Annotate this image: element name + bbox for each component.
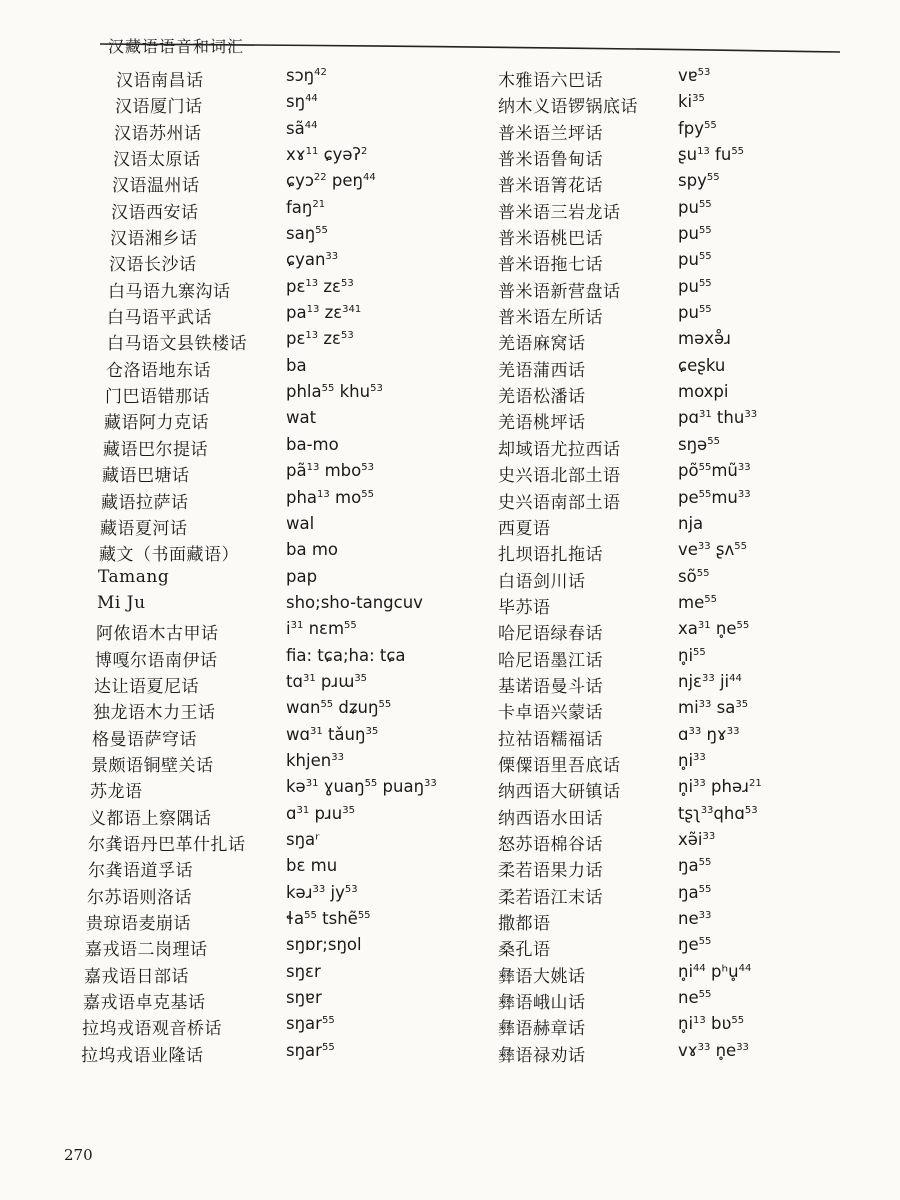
ipa-form: $mi^{33}$ $sa^{35}$ xyxy=(678,698,749,718)
ipa-form: $n̥i^{33}$ xyxy=(678,750,706,770)
language-name: 普米语三岩龙话 xyxy=(498,202,621,223)
language-name: 义都语上察隅话 xyxy=(89,808,212,829)
ipa-form: ɕyan$^{33}$ xyxy=(286,250,339,270)
ipa-form: $sŋ^{44}$ xyxy=(286,92,318,112)
ipa-form: sŋar$^{55}$ xyxy=(286,1040,335,1060)
list-item xyxy=(0,277,470,303)
ipa-form: $ki^{35}$ xyxy=(678,92,705,112)
language-name: 撒都语 xyxy=(498,914,551,934)
language-name: 仓洛语地东话 xyxy=(106,360,211,381)
ipa-form: $n̥i^{55}$ xyxy=(678,645,706,665)
list-item xyxy=(470,883,890,909)
ipa-form: $n̥i^{44}$ pʰu̥$^{44}$ xyxy=(678,961,752,981)
ipa-form: ɑ$^{33}$ ŋɤ$^{33}$ xyxy=(678,724,740,744)
language-name: 汉语长沙话 xyxy=(109,255,197,276)
ipa-form: xɤ$^{11}$ ɕyəʔ$^2$ xyxy=(286,145,368,165)
ipa-form: $ne^{33}$ xyxy=(678,909,712,928)
list-item xyxy=(0,356,470,382)
list-item xyxy=(0,488,470,514)
ipa-form: $ŋe^{55}$ xyxy=(678,935,712,955)
list-item xyxy=(470,698,890,724)
list-item xyxy=(0,909,470,935)
language-name: 汉语厦门话 xyxy=(115,97,203,118)
list-item xyxy=(0,66,470,92)
language-name: 藏语巴塘话 xyxy=(102,466,190,487)
language-name: Mi Ju xyxy=(97,592,146,613)
list-item xyxy=(470,567,890,593)
language-name: 扎坝语扎拖话 xyxy=(498,545,603,566)
ipa-form: sŋɛr xyxy=(286,961,321,981)
ipa-form: tɑ$^{31}$ pɹɯ$^{35}$ xyxy=(286,671,368,691)
ipa-form: $ne^{55}$ xyxy=(678,988,712,1008)
ipa-form: wɑn$^{55}$ dʑuŋ$^{55}$ xyxy=(286,698,392,718)
ipa-form: $pu^{55}$ xyxy=(678,197,712,217)
language-name: 独龙语木力王话 xyxy=(93,703,216,724)
ipa-form: $ŋa^{55}$ xyxy=(678,856,712,876)
list-item xyxy=(0,619,470,645)
language-name: 汉语温州话 xyxy=(112,176,200,197)
list-item xyxy=(470,1041,890,1067)
list-item xyxy=(0,777,470,803)
list-item xyxy=(470,277,890,303)
language-name: 尔龚语道孚话 xyxy=(88,861,193,882)
ipa-form: kəɹ$^{33}$ $jy^{53}$ xyxy=(286,882,358,902)
list-item xyxy=(470,619,890,645)
list-item xyxy=(0,329,470,355)
language-name: 汉语苏州话 xyxy=(114,123,202,144)
ipa-form: fia: tɕa;ha: tɕa xyxy=(286,645,406,665)
language-name: 嘉戎语日部话 xyxy=(84,966,189,987)
ipa-form: njɛ$^{33}$ $ji^{44}$ xyxy=(678,671,742,691)
ipa-form: sho;sho-tangcuv xyxy=(286,592,423,612)
language-name: 羌语松潘话 xyxy=(498,387,586,408)
list-item xyxy=(0,856,470,882)
list-item xyxy=(0,119,470,145)
language-name: 傈僳语里吾底话 xyxy=(498,755,621,776)
page-number: 270 xyxy=(64,1146,93,1164)
language-name: 白语剑川话 xyxy=(498,571,586,592)
list-item xyxy=(470,171,890,197)
ipa-form: ɬa$^{55}$ tshẽ$^{55}$ xyxy=(286,909,371,928)
ipa-form: nja xyxy=(678,513,704,533)
list-item xyxy=(470,382,890,408)
language-name: 白马语九寨沟话 xyxy=(108,281,231,302)
language-name: 普米语桃巴话 xyxy=(498,229,603,250)
list-item xyxy=(470,145,890,171)
list-item xyxy=(470,962,890,988)
ipa-form: wal xyxy=(286,513,315,533)
language-name: 格曼语萨穹话 xyxy=(92,729,197,750)
list-item xyxy=(470,751,890,777)
list-item xyxy=(0,198,470,224)
list-item xyxy=(0,382,470,408)
language-name: 博嘎尔语南伊话 xyxy=(95,650,218,671)
language-name: 羌语桃坪话 xyxy=(498,413,586,434)
ipa-form: pɛ$^{13}$ zɛ$^{53}$ xyxy=(286,329,354,349)
ipa-form: $xə̃i^{33}$ xyxy=(678,829,716,849)
language-name: 史兴语北部土语 xyxy=(498,466,621,487)
list-item xyxy=(470,92,890,118)
list-item xyxy=(470,646,890,672)
language-name: 哈尼语墨江话 xyxy=(498,650,603,671)
list-item xyxy=(470,224,890,250)
ipa-form: ɕyɔ$^{22}$ peŋ$^{44}$ xyxy=(286,171,376,191)
ipa-form: $pu^{55}$ xyxy=(678,224,712,244)
list-item xyxy=(470,909,890,935)
list-item xyxy=(470,461,890,487)
language-name: 史兴语南部土语 xyxy=(498,492,621,513)
list-item xyxy=(0,883,470,909)
ipa-form: kə$^{31}$ ɣuaŋ$^{55}$ puaŋ$^{33}$ xyxy=(286,777,437,797)
ipa-form: sŋaʳ xyxy=(286,829,320,849)
language-name: 彝语峨山话 xyxy=(498,993,586,1014)
language-name: 嘉戎语卓克基话 xyxy=(83,993,206,1014)
list-item xyxy=(0,725,470,751)
ipa-form: faŋ$^{21}$ xyxy=(286,197,326,217)
list-item xyxy=(470,672,890,698)
language-name: 普米语鲁甸话 xyxy=(498,150,603,171)
list-item xyxy=(470,830,890,856)
ipa-form: bɛ mu xyxy=(286,856,338,876)
ipa-form: sɔŋ$^{42}$ xyxy=(286,66,327,85)
language-name: 汉语南昌话 xyxy=(116,71,204,91)
language-name: 柔若语果力话 xyxy=(498,861,603,882)
list-item xyxy=(470,66,890,92)
ipa-form: moxpi xyxy=(678,382,729,402)
ipa-form: $sõ^{55}$ xyxy=(678,566,710,586)
list-item xyxy=(0,1014,470,1040)
list-item xyxy=(0,224,470,250)
list-item xyxy=(0,804,470,830)
ipa-form: pɛ$^{13}$ zɛ$^{53}$ xyxy=(286,276,354,296)
ipa-form: fpy$^{55}$ xyxy=(678,118,717,138)
ipa-form: $i^{31}$ nɛm$^{55}$ xyxy=(286,619,357,639)
ipa-form: vɐ$^{53}$ xyxy=(678,66,711,85)
list-item xyxy=(470,804,890,830)
ipa-form: sŋɐr xyxy=(286,988,322,1008)
header-rule xyxy=(100,40,840,60)
ipa-form: vɤ$^{33}$ $n̥e^{33}$ xyxy=(678,1040,749,1060)
list-item xyxy=(0,962,470,988)
ipa-form: $ve^{33}$ ʂʌ$^{55}$ xyxy=(678,540,747,560)
ipa-form: $pa^{13}$ zɛ$^{341}$ xyxy=(286,303,362,323)
ipa-form: sŋə$^{55}$ xyxy=(678,434,720,454)
ipa-form: ba mo xyxy=(286,540,338,560)
list-item xyxy=(470,329,890,355)
ipa-form: wɑ$^{31}$ tǎuŋ$^{35}$ xyxy=(286,724,379,744)
ipa-form: spy$^{55}$ xyxy=(678,171,720,191)
ipa-form: $xa^{31}$ $n̥e^{55}$ xyxy=(678,619,750,639)
language-name: 藏语夏河话 xyxy=(100,518,188,539)
list-item xyxy=(0,250,470,276)
list-item xyxy=(470,303,890,329)
list-item xyxy=(0,988,470,1014)
ipa-form: $pã^{13}$ mbo$^{53}$ xyxy=(286,461,374,481)
list-item xyxy=(470,935,890,961)
language-name: 卡卓语兴蒙话 xyxy=(498,703,603,724)
language-name: 苏龙语 xyxy=(90,782,143,803)
list-item xyxy=(470,777,890,803)
ipa-form: pha$^{13}$ $mo^{55}$ xyxy=(286,487,374,507)
list-item xyxy=(470,856,890,882)
language-name: 柔若语江末话 xyxy=(498,887,603,908)
language-name: 彝语禄劝话 xyxy=(498,1045,586,1066)
language-name: 普米语拖七话 xyxy=(498,255,603,276)
list-item xyxy=(470,408,890,434)
list-item xyxy=(470,540,890,566)
list-item xyxy=(470,356,890,382)
language-name: 普米语箐花话 xyxy=(498,176,603,197)
language-name: 西夏语 xyxy=(498,518,551,539)
ipa-form: məxə̊ɹ xyxy=(678,329,731,349)
list-item xyxy=(0,408,470,434)
language-name: 门巴语错那话 xyxy=(105,387,210,408)
language-name: 藏语巴尔提话 xyxy=(103,439,208,460)
ipa-form: sŋar$^{55}$ xyxy=(286,1014,335,1034)
list-item xyxy=(0,303,470,329)
list-item xyxy=(470,435,890,461)
language-name: 怒苏语棉谷话 xyxy=(498,834,603,855)
ipa-form: $sã^{44}$ xyxy=(286,118,318,138)
left-column xyxy=(0,66,470,1067)
language-name: 藏文（书面藏语） xyxy=(99,545,239,566)
list-item xyxy=(0,540,470,566)
language-name: 汉语湘乡话 xyxy=(110,229,198,250)
language-name: 纳西语大研镇话 xyxy=(498,782,621,803)
language-name: 汉语西安话 xyxy=(111,202,199,223)
language-name: 阿侬语木古甲话 xyxy=(96,624,219,645)
ipa-form: pap xyxy=(286,566,318,586)
list-item xyxy=(0,145,470,171)
ipa-form: pɑ$^{31}$ thu$^{33}$ xyxy=(678,408,758,428)
language-name: 达让语夏尼话 xyxy=(94,676,199,697)
ipa-form: $pe^{55}mu^{33}$ xyxy=(678,487,751,507)
language-name: 哈尼语绿春话 xyxy=(498,624,603,645)
language-name: 贵琼语麦崩话 xyxy=(86,914,191,934)
language-name: 拉祜语糯福话 xyxy=(498,729,603,750)
ipa-form: $n̥i^{13}$ bʋ$^{55}$ xyxy=(678,1014,745,1034)
ipa-form: ba xyxy=(286,355,307,375)
list-item xyxy=(0,461,470,487)
ipa-form: $pu^{55}$ xyxy=(678,250,712,270)
running-header: 汉藏语语音和词汇 xyxy=(108,37,245,56)
list-item xyxy=(470,725,890,751)
list-item xyxy=(0,171,470,197)
list-item xyxy=(470,514,890,540)
list-item xyxy=(0,646,470,672)
language-name: 纳木义语锣锅底话 xyxy=(498,97,638,118)
list-item xyxy=(0,1041,470,1067)
language-name: 白马语平武话 xyxy=(107,308,212,329)
language-name: 景颇语铜壁关话 xyxy=(91,755,214,776)
language-name: 毕苏语 xyxy=(498,597,551,618)
ipa-form: ʂu$^{13}$ $fu^{55}$ xyxy=(678,145,745,165)
language-name: 却域语尤拉西话 xyxy=(498,439,621,460)
ipa-form: $põ^{55}mũ^{33}$ xyxy=(678,461,751,481)
language-name: 羌语麻窝话 xyxy=(498,334,586,355)
list-item xyxy=(0,435,470,461)
language-name: 桑孔语 xyxy=(498,940,551,961)
list-item xyxy=(470,988,890,1014)
right-column xyxy=(470,66,890,1067)
list-item xyxy=(470,593,890,619)
language-name: 普米语左所话 xyxy=(498,308,603,329)
language-name: 拉坞戎语业隆话 xyxy=(81,1045,204,1066)
list-item xyxy=(470,198,890,224)
ipa-form: khjen$^{33}$ xyxy=(286,750,344,770)
list-item xyxy=(0,751,470,777)
list-item xyxy=(0,672,470,698)
language-name: 藏语阿力克话 xyxy=(104,413,209,434)
ipa-form: $ŋa^{55}$ xyxy=(678,882,712,902)
list-item xyxy=(0,593,470,619)
ipa-form: wat xyxy=(286,408,317,428)
list-item xyxy=(470,488,890,514)
language-name: 白马语文县铁楼话 xyxy=(107,334,247,355)
language-name: 拉坞戎语观音桥话 xyxy=(82,1019,222,1040)
language-name: 藏语拉萨话 xyxy=(101,492,189,513)
list-item xyxy=(0,935,470,961)
ipa-form: $me^{55}$ xyxy=(678,592,717,612)
language-name: 嘉戎语二岗理话 xyxy=(85,940,208,961)
ipa-form: ɕeʂku xyxy=(678,355,726,375)
language-name: 木雅语六巴话 xyxy=(498,71,603,91)
language-name: 普米语新营盘话 xyxy=(498,281,621,302)
language-name: Tamang xyxy=(98,566,170,587)
ipa-form: phla$^{55}$ khu$^{53}$ xyxy=(286,382,383,402)
language-name: 汉语太原话 xyxy=(113,150,201,171)
list-item xyxy=(0,92,470,118)
ipa-form: ɑ$^{31}$ pɹu$^{35}$ xyxy=(286,803,355,823)
ipa-form: $pu^{55}$ xyxy=(678,276,712,296)
language-name: 尔苏语则洛话 xyxy=(87,887,192,908)
ipa-form: tʂʅ$^{33}$qhɑ$^{53}$ xyxy=(678,803,758,823)
list-item xyxy=(0,514,470,540)
ipa-form: $pu^{55}$ xyxy=(678,303,712,323)
ipa-form: $n̥i^{33}$ phəɹ$^{21}$ xyxy=(678,777,762,797)
language-name: 彝语赫章话 xyxy=(498,1019,586,1040)
language-name: 羌语蒲西话 xyxy=(498,360,586,381)
list-item xyxy=(470,119,890,145)
ipa-form: ba-mo xyxy=(286,434,339,454)
language-name: 基诺语曼斗话 xyxy=(498,676,603,697)
language-name: 普米语兰坪话 xyxy=(498,123,603,144)
list-item xyxy=(470,1014,890,1040)
ipa-form: saŋ$^{55}$ xyxy=(286,224,328,244)
list-item xyxy=(0,698,470,724)
list-item xyxy=(0,567,470,593)
ipa-form: sŋɒr;sŋol xyxy=(286,935,362,955)
list-item xyxy=(470,250,890,276)
list-item xyxy=(0,830,470,856)
language-name: 尔龚语丹巴革什扎话 xyxy=(88,834,246,855)
language-name: 彝语大姚话 xyxy=(498,966,586,987)
language-name: 纳西语水田话 xyxy=(498,808,603,829)
